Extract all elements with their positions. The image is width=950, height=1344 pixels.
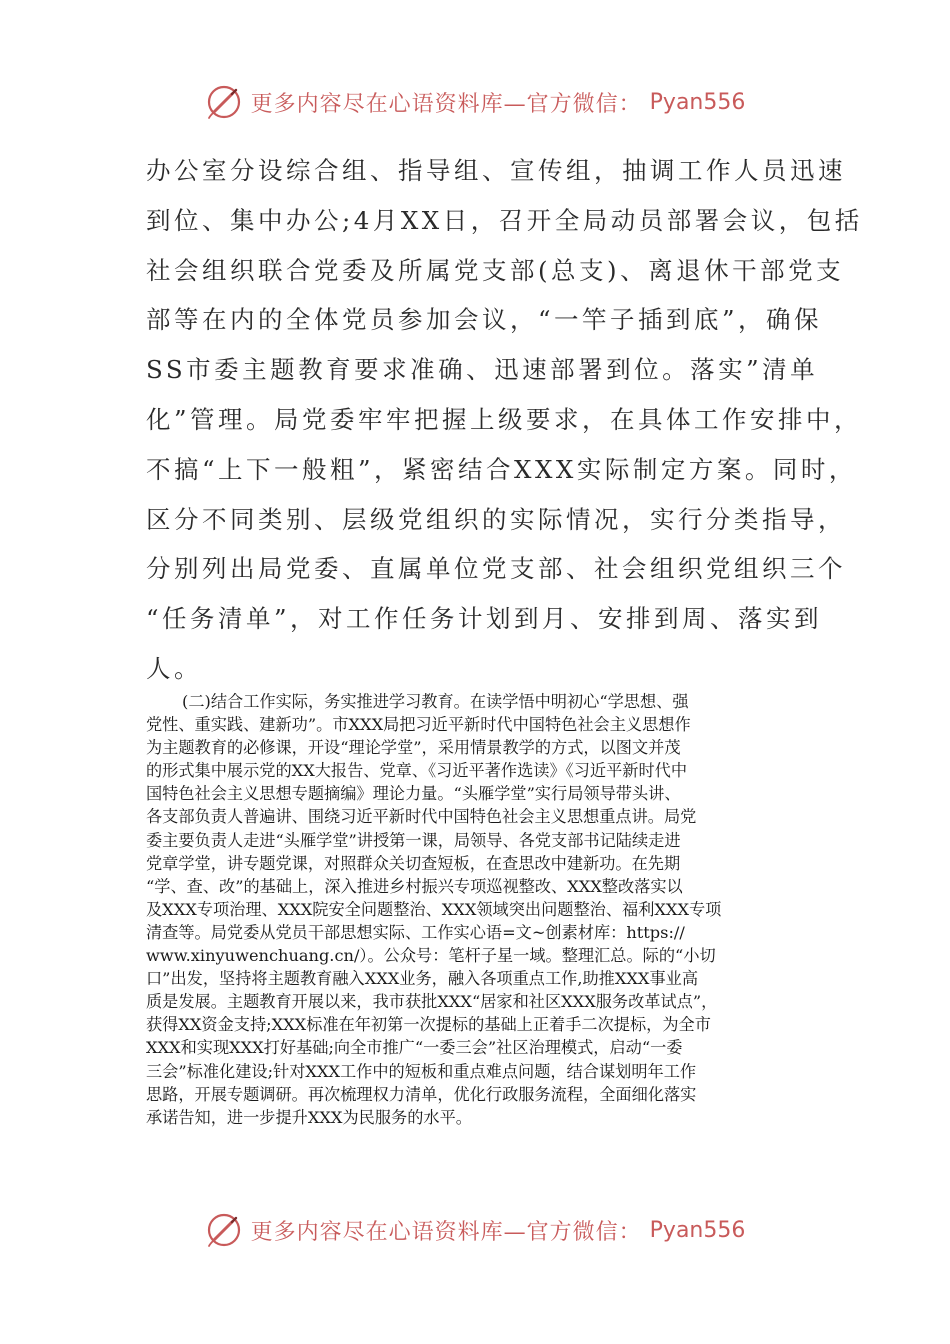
- text-line: 党性、重实践、建新功”。市XXX局把习近平新时代中国特色社会主义思想作: [146, 715, 691, 735]
- text-line: 获得XX资金支持;XXX标准在年初第一次提标的基础上正着手二次提标，为全市: [146, 1015, 711, 1035]
- text-line: 社会组织联合党委及所属党支部(总支)、离退休干部党支: [146, 255, 845, 285]
- text-line: 承诺告知，进一步提升XXX为民服务的水平。: [146, 1107, 472, 1127]
- text-line: www.xinyuwenchuang.cn/）。公众号：笔杆子星一域。整理汇总。际的“小切: [146, 946, 716, 966]
- text-line: SS市委主题教育要求准确、迅速部署到位。落实”清单: [146, 355, 819, 385]
- text-line: (二)结合工作实际，务实推进学习教育。在读学悟中明初心“学思想、强: [182, 692, 689, 711]
- text-line: “学、查、改”的基础上，深入推进乡村振兴专项巡视整改、XXX整改落实以: [146, 876, 683, 896]
- text-line: 到位、集中办公;4月XX日，召开全局动员部署会议，包括: [146, 205, 863, 235]
- text-line: 清查等。局党委从党员干部思想实际、工作实心语=文~创素材库：https://: [146, 922, 685, 942]
- pen-logo-icon: [205, 1211, 243, 1249]
- text-line: 委主要负责人走进“头雁学堂”讲授第一课，局领导、各党支部书记陆续走进: [146, 830, 681, 850]
- footer-banner-id: Pyan556: [649, 1217, 746, 1243]
- text-line: 不搞“上下一般粗”，紧密结合XXX实际制定方案。同时，: [146, 454, 857, 484]
- text-line: 部等在内的全体党员参加会议，“一竿子插到底”，确保: [146, 305, 823, 335]
- text-line: 质是发展。主题教育开展以来，我市获批XXX“居家和社区XXX服务改革试点”，: [146, 992, 718, 1012]
- text-line: 的形式集中展示党的XX大报告、党章、《习近平著作选读》《习近平新时代中: [146, 761, 688, 781]
- footer-banner: [0, 1208, 950, 1252]
- text-line: 分别列出局党委、直属单位党支部、社会组织党组织三个: [146, 554, 846, 584]
- paragraph-large: [146, 146, 863, 694]
- text-line: 国特色社会主义思想专题摘编》理论力量。“头雁学堂”实行局领导带头讲、: [146, 784, 681, 804]
- header-banner-text: 更多内容尽在心语资料库—官方微信：: [250, 91, 642, 117]
- text-line: XXX和实现XXX打好基础;向全市推广“一委三会”社区治理模式，启动“一委: [146, 1038, 683, 1058]
- text-line: “任务清单”，对工作任务计划到月、安排到周、落实到: [146, 604, 823, 634]
- text-line: 党章学堂，讲专题党课，对照群众关切查短板，在查思改中建新功。在先期: [146, 853, 681, 873]
- header-banner-id: Pyan556: [649, 89, 746, 115]
- footer-banner-text: 更多内容尽在心语资料库—官方微信：: [250, 1219, 642, 1245]
- text-line: 思路，开展专题调研。再次梳理权力清单，优化行政服务流程，全面细化落实: [146, 1084, 697, 1104]
- text-line: 口”出发，坚持将主题教育融入XXX业务，融入各项重点工作,助推XXX事业高: [146, 969, 699, 989]
- text-line: 及XXX专项治理、XXX院安全问题整治、XXX领域突出问题整治、福利XXX专项: [146, 899, 722, 919]
- text-line: 三会”标准化建设;针对XXX工作中的短板和重点难点问题，结合谋划明年工作: [146, 1061, 697, 1081]
- text-line: 化”管理。局党委牢牢把握上级要求，在具体工作安排中，: [146, 404, 863, 434]
- header-banner: [0, 80, 950, 124]
- paragraph-small: [146, 690, 806, 1129]
- text-line: 各支部负责人普遍讲、围绕习近平新时代中国特色社会主义思想重点讲。局党: [146, 807, 697, 827]
- text-line: 为主题教育的必修课，开设“理论学堂”，采用情景教学的方式，以图文并茂: [146, 738, 681, 758]
- pen-logo-icon: [205, 83, 243, 121]
- text-line: 人。: [146, 653, 202, 683]
- text-line: 办公室分设综合组、指导组、宣传组，抽调工作人员迅速: [146, 156, 846, 185]
- text-line: 区分不同类别、层级党组织的实际情况，实行分类指导，: [146, 504, 846, 534]
